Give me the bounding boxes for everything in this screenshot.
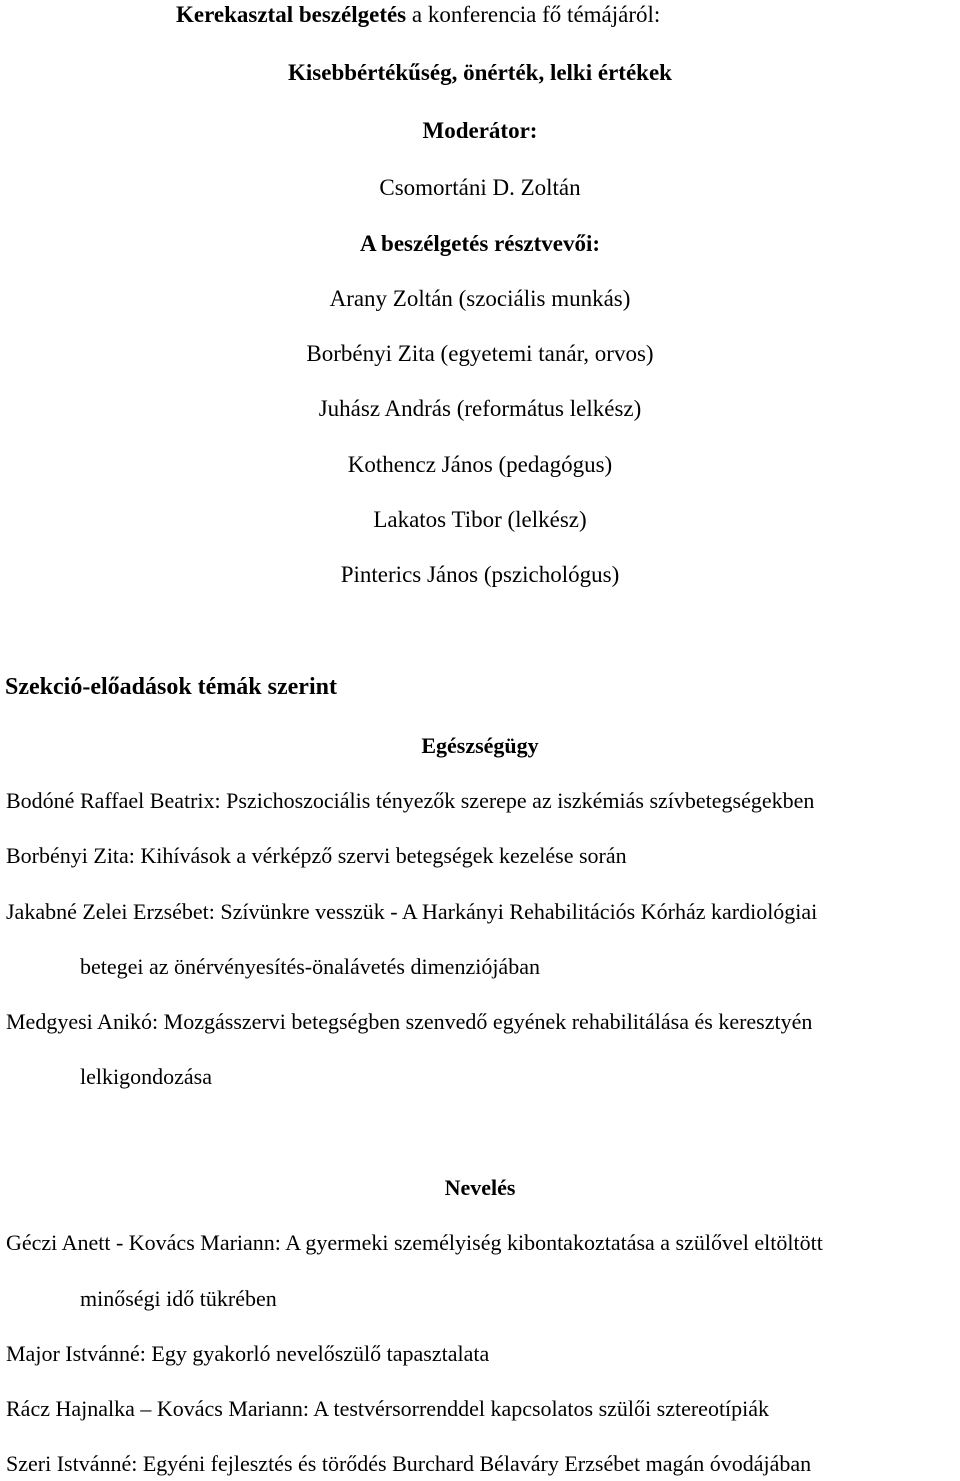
health-entry: Jakabné Zelei Erzsébet: Szívünkre vesszük - A Harkányi Rehabilitációs Kórház kardiológiai: [6, 899, 818, 924]
education-entry: Szeri Istvánné: Egyéni fejlesztés és törődés Burchard Bélaváry Erzsébet magán óvodájában: [6, 1451, 812, 1476]
education-entry-continuation: minőségi idő tükrében: [80, 1286, 277, 1311]
moderator-name: Csomortáni D. Zoltán: [379, 175, 581, 200]
education-heading: Nevelés: [444, 1175, 516, 1200]
participant-item: Borbényi Zita (egyetemi tanár, orvos): [306, 341, 654, 366]
sections-title: Szekció-előadások témák szerint: [5, 674, 337, 700]
health-entry: Bodóné Raffael Beatrix: Pszichoszociális tényezők szerepe az iszkémiás szívbetegségekben: [6, 788, 815, 813]
education-entry: Rácz Hajnalka – Kovács Mariann: A testvérsorrenddel kapcsolatos szülői sztereotípiák: [6, 1396, 770, 1421]
moderator-label: Moderátor:: [422, 118, 538, 143]
participants-label: A beszélgetés résztvevői:: [359, 231, 601, 256]
participant-item: Pinterics János (pszichológus): [340, 562, 620, 587]
health-entry-continuation: lelkigondozása: [80, 1064, 212, 1089]
roundtable-heading-rest: a konferencia fő témájáról:: [406, 2, 661, 27]
participant-item: Arany Zoltán (szociális munkás): [329, 286, 631, 311]
roundtable-heading-bold: Kerekasztal beszélgetés: [176, 2, 407, 27]
health-entry: Medgyesi Anikó: Mozgásszervi betegségben szenvedő egyének rehabilitálása és keresztyén: [6, 1009, 813, 1034]
education-entry: Major Istvánné: Egy gyakorló nevelőszülő tapasztalata: [6, 1341, 490, 1366]
roundtable-topic: Kisebbértékűség, önérték, lelki értékek: [288, 60, 672, 85]
health-entry-continuation: betegei az önérvényesítés-önalávetés dimenziójában: [80, 954, 540, 979]
roundtable-heading: [176, 0, 960, 30]
participant-item: Juhász András (református lelkész): [318, 396, 642, 421]
participant-item: Lakatos Tibor (lelkész): [373, 507, 587, 532]
participant-item: Kothencz János (pedagógus): [347, 452, 613, 477]
education-entry: Géczi Anett - Kovács Mariann: A gyermeki személyiség kibontakoztatása a szülővel eltöltött: [6, 1230, 823, 1255]
health-entry: Borbényi Zita: Kihívások a vérképző szervi betegségek kezelése során: [6, 843, 627, 868]
health-heading: Egészségügy: [421, 733, 539, 758]
